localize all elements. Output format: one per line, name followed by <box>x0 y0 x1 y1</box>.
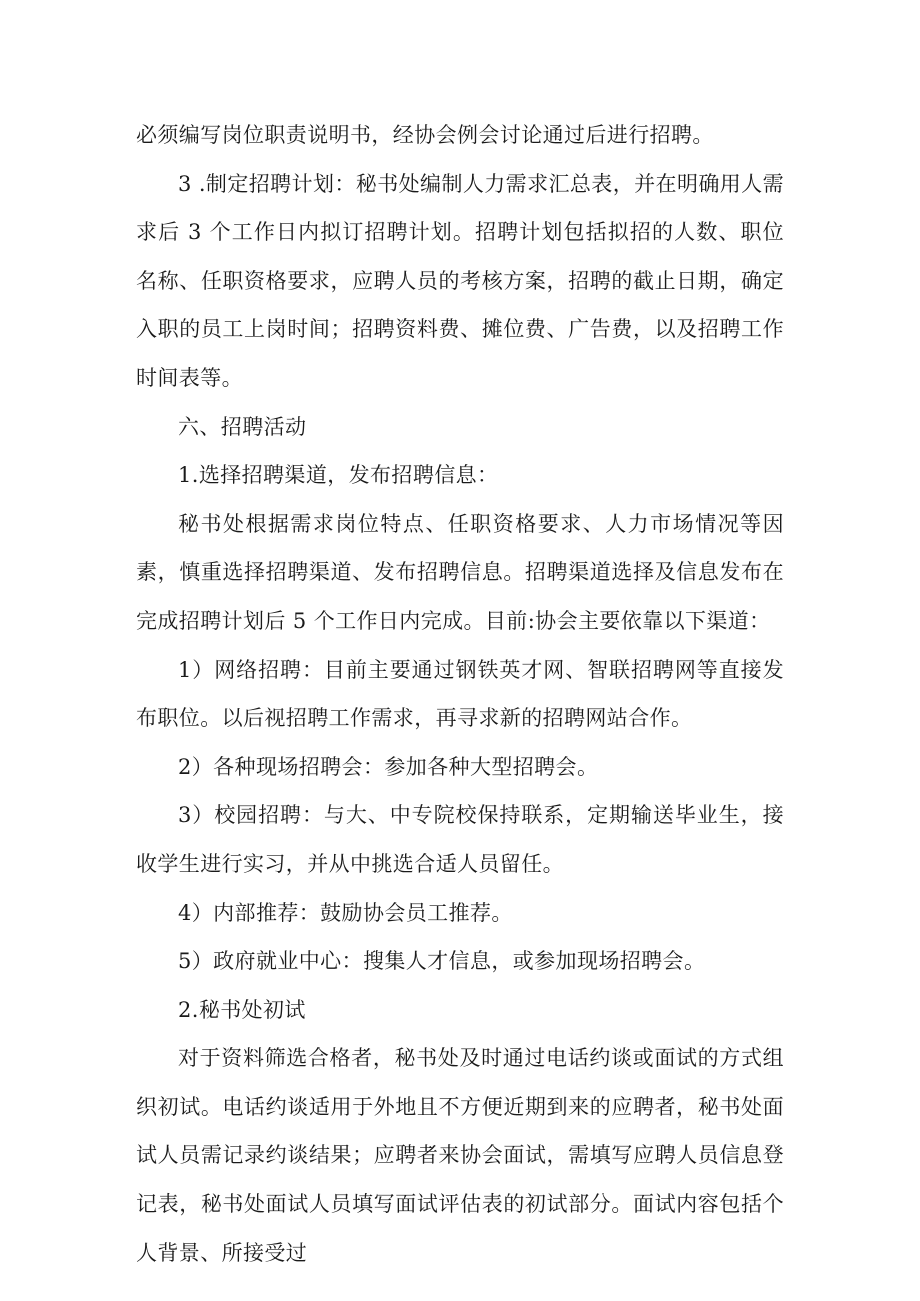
list-item-online-recruitment: 1）网络招聘：目前主要通过钢铁英才网、智联招聘网等直接发布职位。以后视招聘工作需求，再寻求新的招聘网站合作。 <box>136 657 784 731</box>
paragraph-recruitment-plan: 3 .制定招聘计划：秘书处编制人力需求汇总表，并在明确用人需求后 3 个工作日内拟订招聘计划。招聘计划包括拟招的人数、职位名称、任职资格要求，应聘人员的考核方案，招聘的截止日期，确定入职的员工上岗时间；招聘资料费、摊位费、广告费，以及招聘工作时间表等。 <box>136 171 784 390</box>
list-item-internal-referral: 4）内部推荐：鼓励协会员工推荐。 <box>178 900 513 925</box>
list-item-campus-recruitment: 3）校园招聘：与大、中专院校保持联系，定期输送毕业生，接收学生进行实习，并从中挑选合适人员留任。 <box>136 803 784 876</box>
paragraph-preliminary-interview: 对于资料筛选合格者，秘书处及时通过电话约谈或面试的方式组织初试。电话约谈适用于外地且不方便近期到来的应聘者，秘书处面试人员需记录约谈结果；应聘者来协会面试，需填写应聘人员信息登记表，秘书处面试人员填写面试评估表的初试部分。面试内容包括个人背景、所接受过 <box>136 1046 784 1265</box>
paragraph-channel-selection: 秘书处根据需求岗位特点、任职资格要求、人力市场情况等因素，慎重选择招聘渠道、发布招聘信息。招聘渠道选择及信息发布在完成招聘计划后 5 个工作日内完成。目前:协会主要依靠以下渠道： <box>136 511 784 633</box>
list-item-job-fairs: 2）各种现场招聘会：参加各种大型招聘会。 <box>178 754 599 779</box>
document-body <box>136 111 784 1277</box>
list-item-employment-center: 5）政府就业中心：搜集人才信息，或参加现场招聘会。 <box>178 949 706 974</box>
paragraph-continuation: 必须编写岗位职责说明书，经协会例会讨论通过后进行招聘。 <box>136 123 714 147</box>
section-heading-recruitment-activities: 六、招聘活动 <box>178 414 307 439</box>
subheading-select-channels: 1.选择招聘渠道，发布招聘信息： <box>178 463 499 488</box>
subheading-preliminary-interview: 2.秘书处初试 <box>178 997 306 1022</box>
